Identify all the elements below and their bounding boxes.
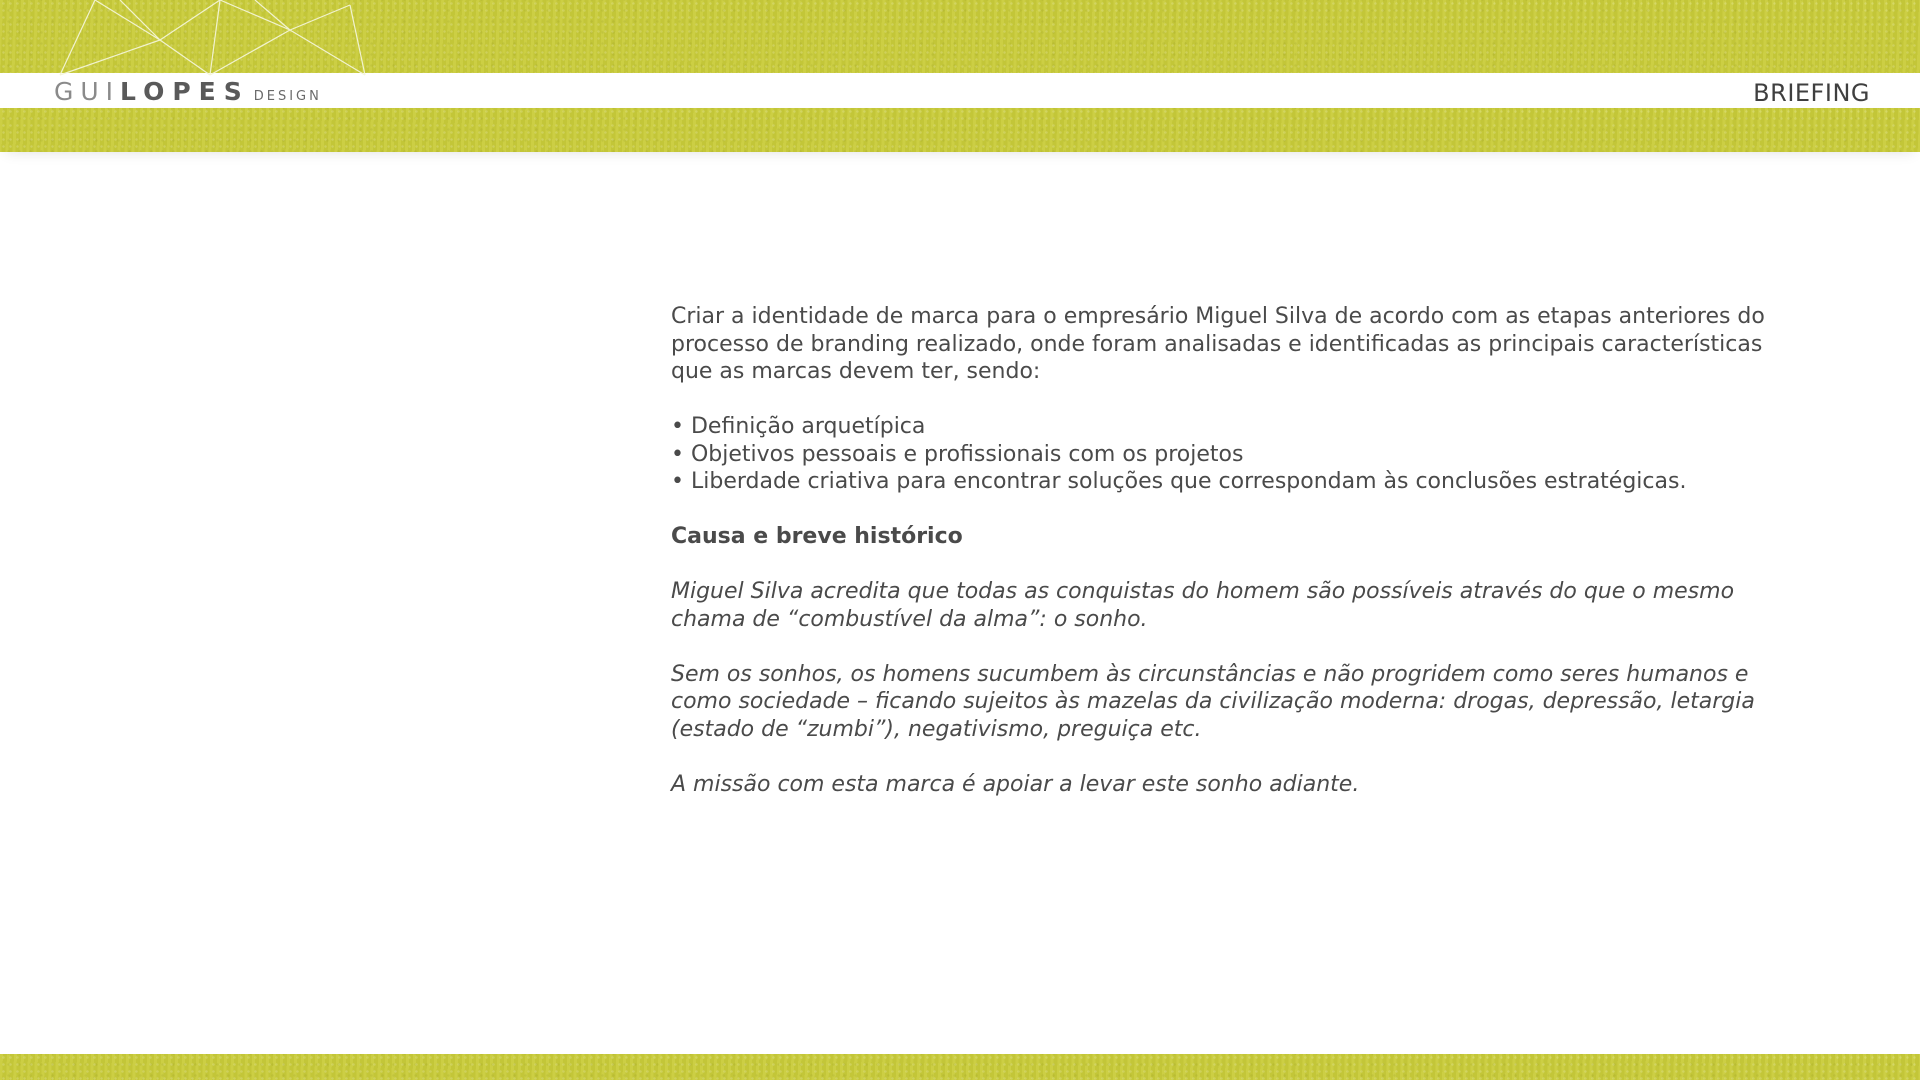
bottom-textured-band [0, 1054, 1920, 1080]
intro-paragraph: Criar a identidade de marca para o empresário Miguel Silva de acordo com as etapas anteriores do processo de branding realizado, onde foram analisadas e identificadas as principais características que as marcas devem ter, sendo: [671, 304, 1765, 384]
logo-text-gui: GUI [54, 77, 121, 106]
spacer [671, 386, 1781, 414]
list-item: • Objetivos pessoais e profissionais com os projetos [671, 441, 1781, 469]
logo-text-design: DESIGN [253, 89, 322, 104]
spacer [671, 496, 1781, 524]
mission-paragraph: A missão com esta marca é apoiar a levar este sonho adiante. [671, 771, 1360, 797]
section-heading: Causa e breve histórico [671, 524, 963, 549]
spacer [671, 551, 1781, 579]
bullet-list [671, 413, 1781, 496]
logo-text-lopes: LOPES [120, 77, 250, 106]
geometric-logo-icon [50, 0, 380, 80]
history-paragraph: Miguel Silva acredita que todas as conquistas do homem são possíveis através do que o mesmo chama de “combustível da alma”: o sonho. [671, 579, 1735, 632]
spacer [671, 633, 1781, 661]
brand-logo [54, 77, 322, 106]
section-title: BRIEFING [1753, 79, 1870, 107]
list-item: • Liberdade criativa para encontrar soluções que correspondam às conclusões estratégicas. [671, 468, 1781, 496]
spacer [671, 743, 1781, 771]
briefing-content [671, 303, 1781, 798]
middle-textured-band [0, 108, 1920, 152]
history-paragraph: Sem os sonhos, os homens sucumbem às circunstâncias e não progridem como seres humanos e como sociedade – ficando sujeitos às mazelas da civilização moderna: drogas, depressão, letargia (estado de “zumbi”), negativismo, preguiça etc. [671, 661, 1755, 742]
list-item: • Definição arquetípica [671, 413, 1781, 441]
